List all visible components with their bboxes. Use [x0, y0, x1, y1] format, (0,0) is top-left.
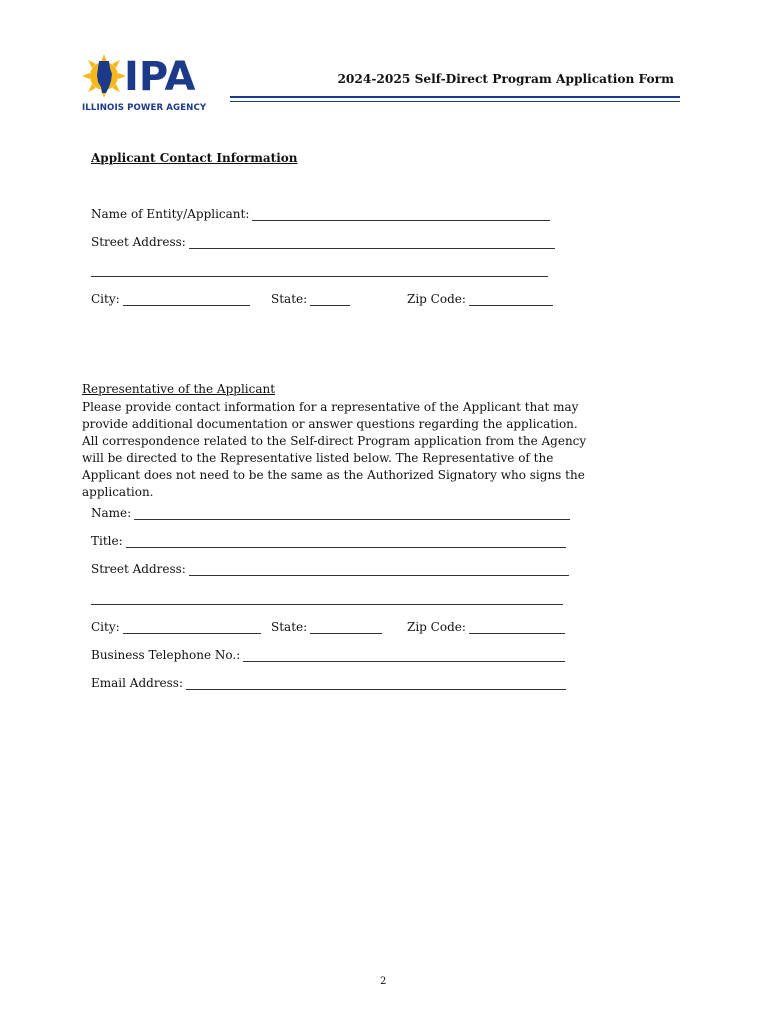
- rep-city-label: City:: [91, 620, 120, 634]
- applicant-zip-row: [407, 292, 553, 306]
- header-rule-thin: [230, 101, 680, 102]
- rep-title-row: [91, 534, 566, 548]
- logo-subtitle: ILLINOIS POWER AGENCY: [82, 103, 207, 113]
- rep-title-label: Title:: [91, 534, 123, 548]
- applicant-street-label: Street Address:: [91, 235, 186, 249]
- page-title: 2024-2025 Self-Direct Program Application Form: [337, 72, 674, 86]
- representative-heading: Representative of the Applicant: [82, 382, 276, 396]
- rep-state-label: State:: [271, 620, 308, 634]
- rep-email-field[interactable]: [186, 677, 566, 690]
- ipa-logo: [82, 50, 222, 116]
- applicant-heading: Applicant Contact Information: [91, 151, 298, 165]
- rep-phone-label: Business Telephone No.:: [91, 648, 241, 662]
- logo-text: IPA: [124, 54, 196, 100]
- applicant-name-field[interactable]: [252, 208, 550, 221]
- applicant-city-label: City:: [91, 292, 120, 306]
- applicant-state-field[interactable]: [310, 293, 350, 306]
- rep-zip-row: [407, 620, 565, 634]
- applicant-zip-label: Zip Code:: [407, 292, 466, 306]
- applicant-street-row: [91, 235, 555, 249]
- rep-city-row: [91, 620, 261, 634]
- applicant-name-label: Name of Entity/Applicant:: [91, 207, 250, 221]
- rep-phone-row: [91, 648, 565, 662]
- rep-state-field[interactable]: [310, 621, 382, 634]
- rep-street-label: Street Address:: [91, 562, 186, 576]
- applicant-street-field-line2[interactable]: [91, 276, 548, 277]
- rep-name-field[interactable]: [134, 507, 570, 520]
- rep-zip-label: Zip Code:: [407, 620, 466, 634]
- rep-phone-field[interactable]: [243, 649, 565, 662]
- rep-state-row: [271, 620, 382, 634]
- applicant-city-field[interactable]: [123, 293, 250, 306]
- header-rule-thick: [230, 96, 680, 98]
- applicant-street-field[interactable]: [189, 236, 555, 249]
- rep-email-row: [91, 676, 566, 690]
- rep-title-field[interactable]: [126, 535, 566, 548]
- rep-street-field[interactable]: [189, 563, 569, 576]
- sun-state-icon: [82, 50, 222, 102]
- applicant-city-row: [91, 292, 250, 306]
- applicant-state-label: State:: [271, 292, 308, 306]
- applicant-state-row: [271, 292, 350, 306]
- rep-street-row: [91, 562, 569, 576]
- applicant-zip-field[interactable]: [469, 293, 553, 306]
- page-number: 2: [380, 976, 387, 987]
- rep-zip-field[interactable]: [469, 621, 565, 634]
- rep-name-row: [91, 506, 570, 520]
- rep-email-label: Email Address:: [91, 676, 184, 690]
- rep-name-label: Name:: [91, 506, 132, 520]
- representative-description: Please provide contact information for a representative of the Applicant that may provide additional documentation or answer questions regarding the application. All correspondence related to the Self-direct Program application from the Agency will be directed to the Representative listed below. The Representative of the Applicant does not need to be the same as the Authorized Signatory who signs the application.: [82, 400, 587, 499]
- rep-street-field-line2[interactable]: [91, 604, 563, 605]
- rep-city-field[interactable]: [123, 621, 261, 634]
- applicant-name-row: [91, 207, 550, 221]
